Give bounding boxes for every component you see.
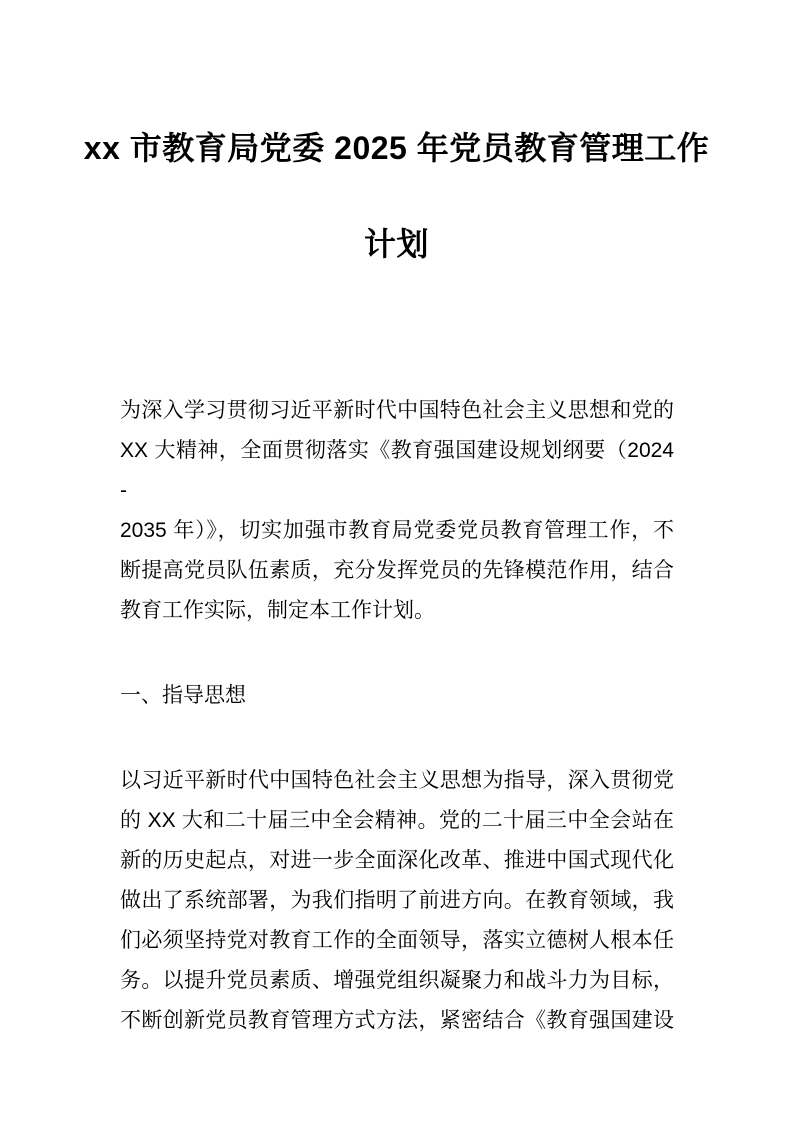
text-line: XX 大精神，全面贯彻落实《教育强国建设规划纲要（2024 - bbox=[120, 439, 674, 502]
text-line: 新的历史起点，对进一步全面深化改革、推进中国式现代化 bbox=[120, 849, 674, 872]
document-title-line-1: xx 市教育局党委 2025 年党员教育管理工作 bbox=[83, 130, 710, 166]
guiding-ideology-paragraph bbox=[120, 761, 674, 1041]
section-heading-guiding-ideology bbox=[120, 676, 674, 716]
text-line: 们必须坚持党对教育工作的全面领导，落实立德树人根本任 bbox=[120, 929, 674, 952]
text-line: 的 XX 大和二十届三中全会精神。党的二十届三中全会站在 bbox=[120, 809, 674, 832]
document-title bbox=[60, 100, 733, 292]
text-line: 教育工作实际，制定本工作计划。 bbox=[120, 599, 435, 622]
document-title-line-2: 计划 bbox=[363, 226, 429, 262]
document-body bbox=[120, 391, 674, 1041]
text-line: 断提高党员队伍素质，充分发挥党员的先锋模范作用，结合 bbox=[120, 559, 674, 582]
text-line: 做出了系统部署，为我们指明了前进方向。在教育领域，我 bbox=[120, 889, 674, 912]
intro-paragraph bbox=[120, 391, 674, 631]
text-line: 以习近平新时代中国特色社会主义思想为指导，深入贯彻党 bbox=[120, 769, 674, 792]
text-line: 一、指导思想 bbox=[120, 684, 246, 707]
text-line: 不断创新党员教育管理方式方法，紧密结合《教育强国建设 bbox=[120, 1009, 674, 1032]
text-line: 为深入学习贯彻习近平新时代中国特色社会主义思想和党的 bbox=[120, 399, 674, 422]
text-line: 务。以提升党员素质、增强党组织凝聚力和战斗力为目标， bbox=[120, 969, 674, 992]
text-line: 2035 年）》，切实加强市教育局党委党员教育管理工作，不 bbox=[120, 519, 674, 542]
